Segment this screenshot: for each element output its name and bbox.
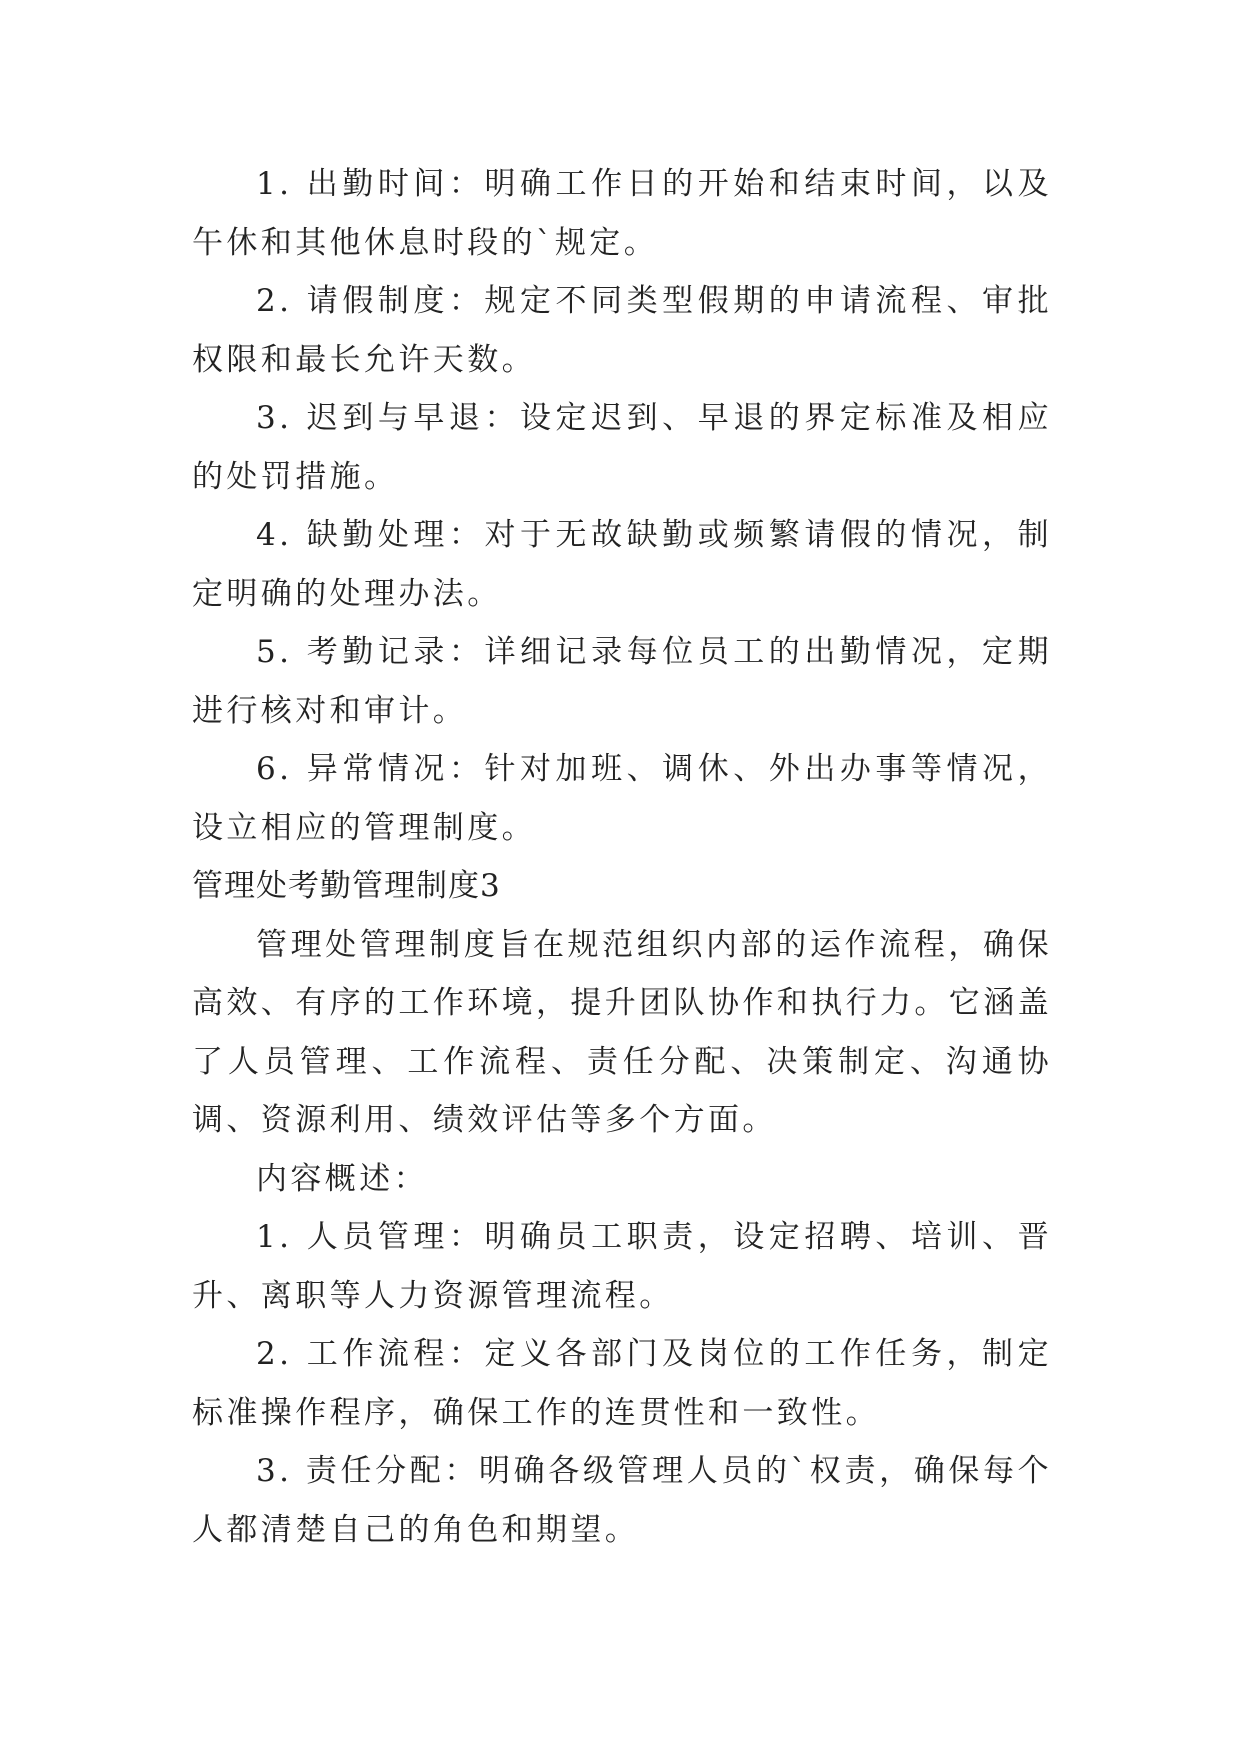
paragraph-exceptions: 6. 异常情况：针对加班、调休、外出办事等情况，设立相应的管理制度。 — [192, 751, 1052, 846]
document-body — [192, 155, 1052, 1559]
list-item-workflow: 2. 工作流程：定义各部门及岗位的工作任务，制定标准操作程序，确保工作的连贯性和一致性。 — [192, 1336, 1052, 1431]
section-title: 管理处考勤管理制度3 — [192, 868, 501, 904]
paragraph-absence: 4. 缺勤处理：对于无故缺勤或频繁请假的情况，制定明确的处理办法。 — [192, 517, 1052, 612]
paragraph-attendance-record: 5. 考勤记录：详细记录每位员工的出勤情况，定期进行核对和审计。 — [192, 634, 1052, 729]
paragraph-leave-policy: 2. 请假制度：规定不同类型假期的申请流程、审批权限和最长允许天数。 — [192, 283, 1052, 378]
paragraph-attendance-time: 1. 出勤时间：明确工作日的开始和结束时间，以及午休和其他休息时段的`规定。 — [192, 166, 1052, 261]
paragraph-late-early: 3. 迟到与早退：设定迟到、早退的界定标准及相应的处罚措施。 — [192, 400, 1052, 495]
list-item-responsibility: 3. 责任分配：明确各级管理人员的`权责，确保每个人都清楚自己的角色和期望。 — [192, 1453, 1052, 1548]
paragraph-intro: 管理处管理制度旨在规范组织内部的运作流程，确保高效、有序的工作环境，提升团队协作和执行力。它涵盖了人员管理、工作流程、责任分配、决策制定、沟通协调、资源利用、绩效评估等多个方面。 — [192, 926, 1052, 1138]
list-item-personnel: 1. 人员管理：明确员工职责，设定招聘、培训、晋升、离职等人力资源管理流程。 — [192, 1219, 1052, 1314]
overview-label: 内容概述： — [256, 1160, 428, 1197]
